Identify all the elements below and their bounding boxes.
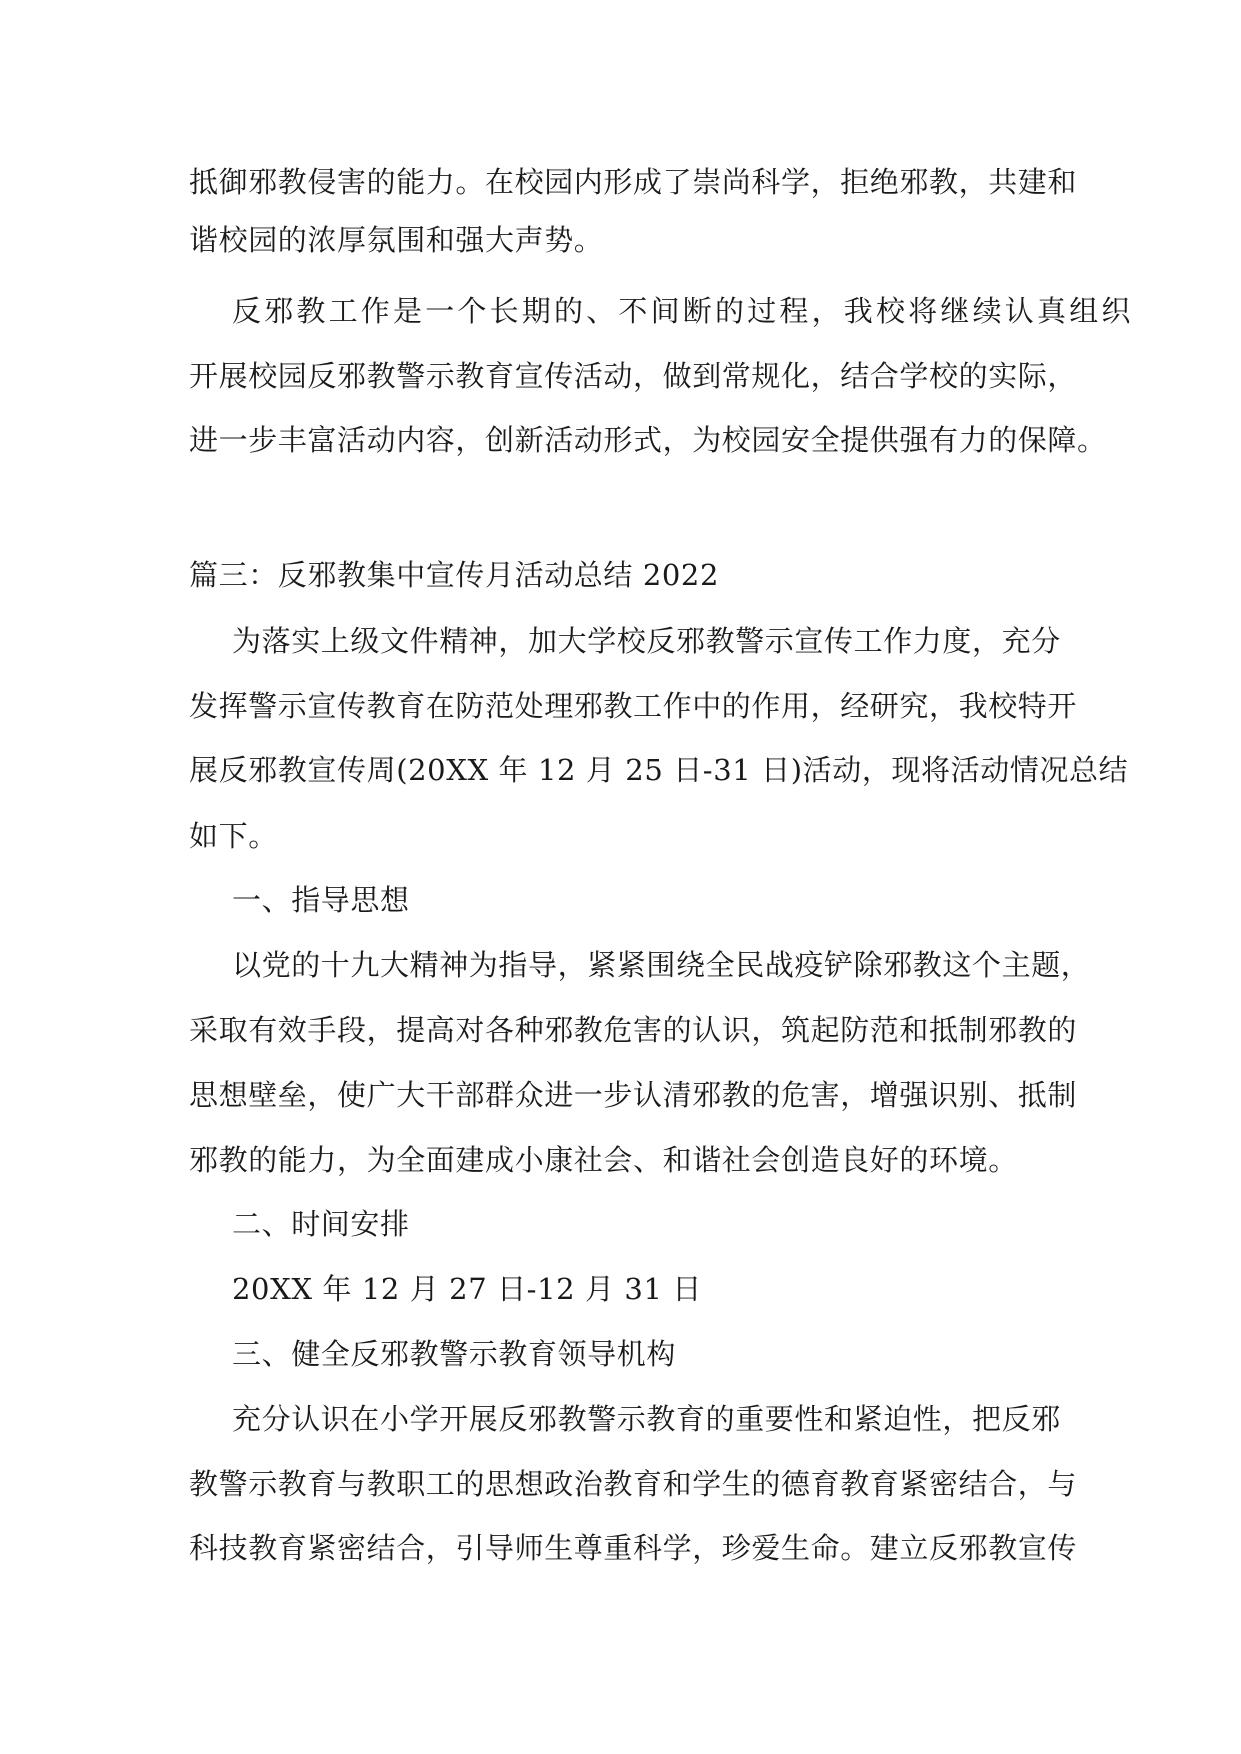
paragraph-line: 展反邪教宣传周(20XX 年 12 月 25 日-31 日)活动，现将活动情况总结	[189, 753, 1129, 787]
section-title: 篇三：反邪教集中宣传月活动总结 2022	[189, 558, 720, 592]
paragraph-line: 以党的十九大精神为指导，紧紧围绕全民战疫铲除邪教这个主题，	[232, 948, 1091, 982]
paragraph-line: 抵御邪教侵害的能力。在校园内形成了崇尚科学，拒绝邪教，共建和	[189, 165, 1078, 199]
paragraph-line: 如下。	[189, 819, 278, 853]
paragraph-line: 反邪教工作是一个长期的、不间断的过程，我校将继续认真组织	[232, 294, 1134, 328]
paragraph-line: 谐校园的浓厚氛围和强大声势。	[189, 223, 604, 257]
paragraph-line: 20XX 年 12 月 27 日-12 月 31 日	[232, 1272, 702, 1306]
paragraph-line: 科技教育紧密结合，引导师生尊重科学，珍爱生命。建立反邪教宣传	[189, 1531, 1078, 1565]
subheading: 一、指导思想	[232, 883, 410, 917]
paragraph-line: 开展校园反邪教警示教育宣传活动，做到常规化，结合学校的实际，	[189, 359, 1078, 393]
subheading: 二、时间安排	[232, 1207, 410, 1241]
paragraph-line: 采取有效手段，提高对各种邪教危害的认识，筑起防范和抵制邪教的	[189, 1013, 1078, 1047]
paragraph-line: 邪教的能力，为全面建成小康社会、和谐社会创造良好的环境。	[189, 1143, 1018, 1177]
paragraph-line: 教警示教育与教职工的思想政治教育和学生的德育教育紧密结合，与	[189, 1467, 1078, 1501]
paragraph-line: 充分认识在小学开展反邪教警示教育的重要性和紧迫性，把反邪	[232, 1402, 1061, 1436]
paragraph-line: 进一步丰富活动内容，创新活动形式，为校园安全提供强有力的保障。	[189, 423, 1107, 457]
paragraph-line: 思想壁垒，使广大干部群众进一步认清邪教的危害，增强识别、抵制	[189, 1078, 1078, 1112]
paragraph-line: 发挥警示宣传教育在防范处理邪教工作中的作用，经研究，我校特开	[189, 689, 1078, 723]
paragraph-line: 为落实上级文件精神，加大学校反邪教警示宣传工作力度，充分	[232, 624, 1061, 658]
subheading: 三、健全反邪教警示教育领导机构	[232, 1337, 677, 1371]
